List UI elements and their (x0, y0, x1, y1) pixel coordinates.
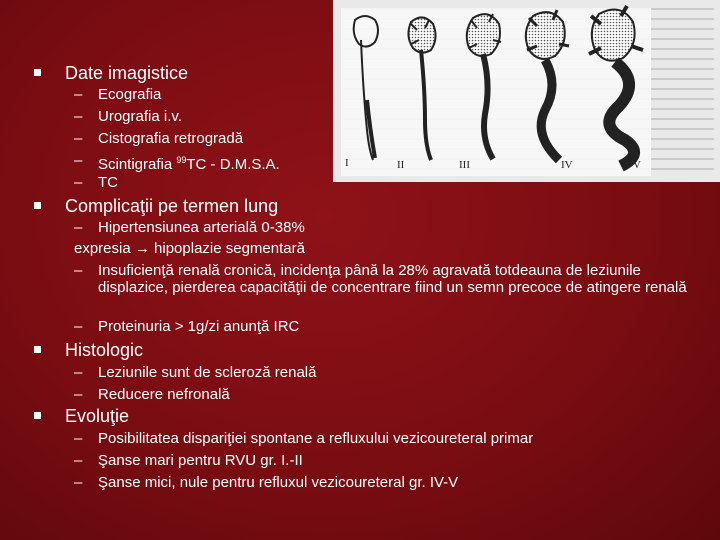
section-title: Evoluţie (65, 406, 130, 426)
dash-icon: – (74, 108, 83, 125)
item-text: Cistografia retrogradă (98, 130, 244, 147)
grade-label: III (459, 159, 470, 171)
item-text (98, 152, 280, 173)
item-text: Şanse mici, nule pentru refluxul vezicoureteral gr. IV-V (98, 474, 459, 491)
section-title: Histologic (65, 340, 144, 360)
item-text: expresia → hipoplazie segmentară (74, 240, 305, 257)
grade-label: V (633, 159, 641, 171)
bullet-square-icon (34, 412, 41, 419)
grade-label: II (397, 159, 405, 171)
item-text: Reducere nefronală (98, 386, 230, 403)
item-text-main: Scintigrafia (98, 156, 177, 173)
item-text: TC (98, 174, 118, 191)
item-text: Urografia i.v. (98, 108, 182, 125)
dash-icon: – (74, 430, 83, 447)
bullet-square-icon (34, 346, 41, 353)
dash-icon: – (74, 364, 83, 381)
dash-icon: – (74, 452, 83, 469)
dash-icon: – (74, 219, 83, 236)
superscript: 99 (176, 155, 187, 165)
item-text: Hipertensiunea arterială 0-38% (98, 219, 305, 236)
section-title: Date imagistice (65, 63, 189, 83)
dash-icon: – (74, 86, 83, 103)
dash-icon: – (74, 174, 83, 191)
section-title: Complicaţii pe termen lung (65, 196, 279, 216)
dash-icon: – (74, 262, 83, 279)
grade-label: I (345, 157, 349, 169)
bullet-square-icon (34, 69, 41, 76)
dash-icon: – (74, 386, 83, 403)
bullet-square-icon (34, 202, 41, 209)
kidney-ureter-drawings (333, 0, 720, 182)
item-text: Proteinuria > 1g/zi anunţă IRC (98, 318, 300, 335)
dash-icon: – (74, 318, 83, 335)
dash-icon: – (74, 152, 83, 169)
item-text: Ecografia (98, 86, 162, 103)
item-text: Posibilitatea dispariţiei spontane a refluxului vezicoureteral primar (98, 430, 534, 447)
grade-label: IV (561, 159, 573, 171)
reflux-grades-figure (333, 0, 720, 182)
item-text-rest: TC - D.M.S.A. (186, 156, 280, 173)
dash-icon: – (74, 130, 83, 147)
item-text: Insuficienţă renală cronică, incidenţa până la 28% agravată totdeauna de leziunile displazice, pierderea capacităţii de concentrare fiind un semn precoce de atingere renală (98, 262, 687, 296)
item-text: Şanse mari pentru RVU gr. I.-II (98, 452, 303, 469)
dash-icon: – (74, 474, 83, 491)
item-text: Leziunile sunt de scleroză renală (98, 364, 317, 381)
